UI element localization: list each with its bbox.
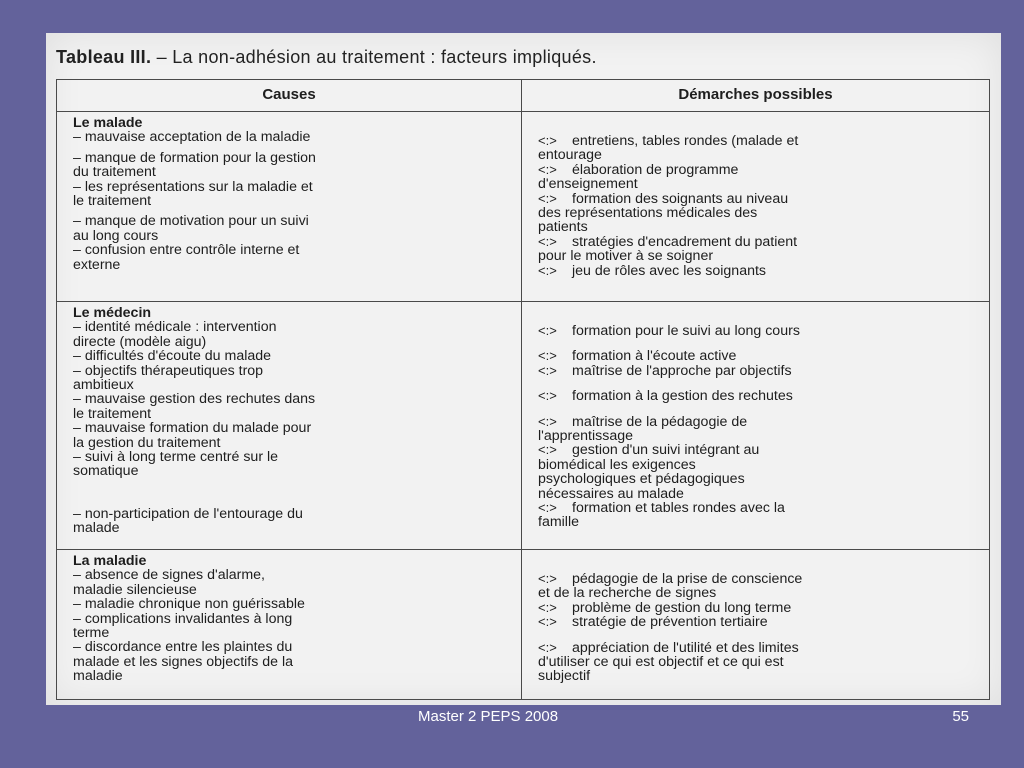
cause-line: somatique <box>73 463 139 480</box>
causes-cell <box>57 302 522 550</box>
section-title: La maladie <box>73 553 147 569</box>
table-row <box>57 112 990 302</box>
demarche-line: et de la recherche de signes <box>538 585 717 602</box>
cause-line: maladie silencieuse <box>73 581 197 598</box>
header-causes: Causes <box>57 80 522 112</box>
slide-footer-text: Master 2 PEPS 2008 <box>418 708 559 725</box>
cause-line: externe <box>73 256 121 273</box>
causes-cell <box>57 550 522 700</box>
cause-line: – maladie chronique non guérissable <box>73 596 305 613</box>
table-row <box>57 302 990 550</box>
arrow-icon: <:> <box>538 571 557 586</box>
scanned-table-image <box>46 33 1001 705</box>
cause-line: au long cours <box>73 227 159 244</box>
arrow-icon: <:> <box>538 388 557 404</box>
cause-line: malade <box>73 520 120 537</box>
demarche-line: <:> formation à l'écoute active <box>538 348 737 365</box>
arrow-icon: <:> <box>538 233 557 249</box>
demarche-line: <:> problème de gestion du long terme <box>538 599 792 616</box>
arrow-icon: <:> <box>538 323 557 338</box>
arrow-icon: <:> <box>538 190 557 206</box>
arrow-icon: <:> <box>538 161 557 177</box>
arrow-icon: <:> <box>538 348 557 364</box>
demarches-cell <box>522 302 990 550</box>
demarche-line: famille <box>538 514 579 531</box>
demarche-line: patients <box>538 219 588 236</box>
arrow-icon: <:> <box>538 442 557 458</box>
demarche-line: nécessaires au malade <box>538 485 684 502</box>
demarche-line: <:> formation des soignants au niveau <box>538 190 789 207</box>
demarche-line: <:> formation pour le suivi au long cours <box>538 323 800 339</box>
demarche-line: <:> maîtrise de l'approche par objectifs <box>538 362 792 379</box>
demarche-line: <:> stratégie de prévention tertiaire <box>538 614 768 631</box>
demarche-line: pour le motiver à se soigner <box>538 248 714 265</box>
cause-line: – mauvaise gestion des rechutes dans <box>73 391 316 408</box>
arrow-icon: <:> <box>538 639 557 655</box>
cause-line: – absence de signes d'alarme, <box>73 567 265 584</box>
demarche-line: <:> entretiens, tables rondes (malade et <box>538 133 799 149</box>
demarches-cell <box>522 550 990 700</box>
demarche-line: <:> élaboration de programme <box>538 161 739 178</box>
demarche-line: <:> appréciation de l'utilité et des limites <box>538 639 799 656</box>
cause-line: – manque de motivation pour un suivi <box>73 213 309 230</box>
cause-line: – suivi à long terme centré sur le <box>73 449 279 466</box>
demarche-line: entourage <box>538 147 602 164</box>
arrow-icon: <:> <box>538 362 557 378</box>
cause-line: du traitement <box>73 164 156 181</box>
demarche-line: <:> jeu de rôles avec les soignants <box>538 262 767 279</box>
cause-line: – les représentations sur la maladie et <box>73 178 313 195</box>
demarches-cell <box>522 112 990 302</box>
demarche-line: d'enseignement <box>538 176 638 193</box>
cause-line: – non-participation de l'entourage du <box>73 505 303 522</box>
cause-line: – mauvaise acceptation de la maladie <box>73 129 311 146</box>
header-demarches: Démarches possibles <box>522 80 990 112</box>
arrow-icon: <:> <box>538 133 557 148</box>
cause-line: – manque de formation pour la gestion <box>73 149 316 166</box>
cause-line: terme <box>73 625 110 642</box>
slide-page-number: 55 <box>952 708 969 725</box>
causes-cell <box>57 112 522 302</box>
cause-line: – mauvaise formation du malade pour <box>73 420 312 437</box>
section-title: Le malade <box>73 115 143 131</box>
demarche-line: <:> pédagogie de la prise de conscience <box>538 571 803 587</box>
demarche-line: l'apprentissage <box>538 428 633 445</box>
demarche-line: subjectif <box>538 668 591 685</box>
arrow-icon: <:> <box>538 413 557 429</box>
cause-line: – confusion entre contrôle interne et <box>73 242 300 259</box>
demarche-line: psychologiques et pédagogiques <box>538 471 745 488</box>
table-title-label: Tableau III. <box>56 47 152 67</box>
demarche-line: <:> gestion d'un suivi intégrant au <box>538 442 760 459</box>
demarche-line: <:> formation et tables rondes avec la <box>538 500 785 517</box>
factors-table <box>56 79 990 700</box>
arrow-icon: <:> <box>538 614 557 630</box>
demarche-line: biomédical les exigences <box>538 456 696 473</box>
cause-line: directe (modèle aigu) <box>73 333 207 350</box>
demarche-line: des représentations médicales des <box>538 205 758 222</box>
section-title: Le médecin <box>73 305 152 321</box>
cause-line: – complications invalidantes à long <box>73 610 293 627</box>
cause-line: malade et les signes objectifs de la <box>73 653 294 670</box>
arrow-icon: <:> <box>538 500 557 516</box>
table-row <box>57 550 990 700</box>
cause-line: maladie <box>73 668 123 685</box>
cause-line: ambitieux <box>73 377 134 394</box>
demarche-line: <:> maîtrise de la pédagogie de <box>538 413 748 430</box>
demarche-line: <:> stratégies d'encadrement du patient <box>538 233 798 250</box>
cause-line: le traitement <box>73 405 152 422</box>
cause-line: – discordance entre les plaintes du <box>73 639 293 656</box>
demarche-line: d'utiliser ce qui est objectif et ce qui est <box>538 654 784 671</box>
cause-line: – objectifs thérapeutiques trop <box>73 362 264 379</box>
demarche-line: <:> formation à la gestion des rechutes <box>538 388 793 405</box>
table-title <box>56 47 597 68</box>
cause-line: – difficultés d'écoute du malade <box>73 348 272 365</box>
cause-line: – identité médicale : intervention <box>73 319 277 336</box>
cause-line: la gestion du traitement <box>73 434 221 451</box>
cause-line: le traitement <box>73 193 152 210</box>
arrow-icon: <:> <box>538 599 557 615</box>
arrow-icon: <:> <box>538 262 557 278</box>
header-row <box>57 80 990 112</box>
table-title-text: – La non-adhésion au traitement : facteurs impliqués. <box>151 47 597 67</box>
